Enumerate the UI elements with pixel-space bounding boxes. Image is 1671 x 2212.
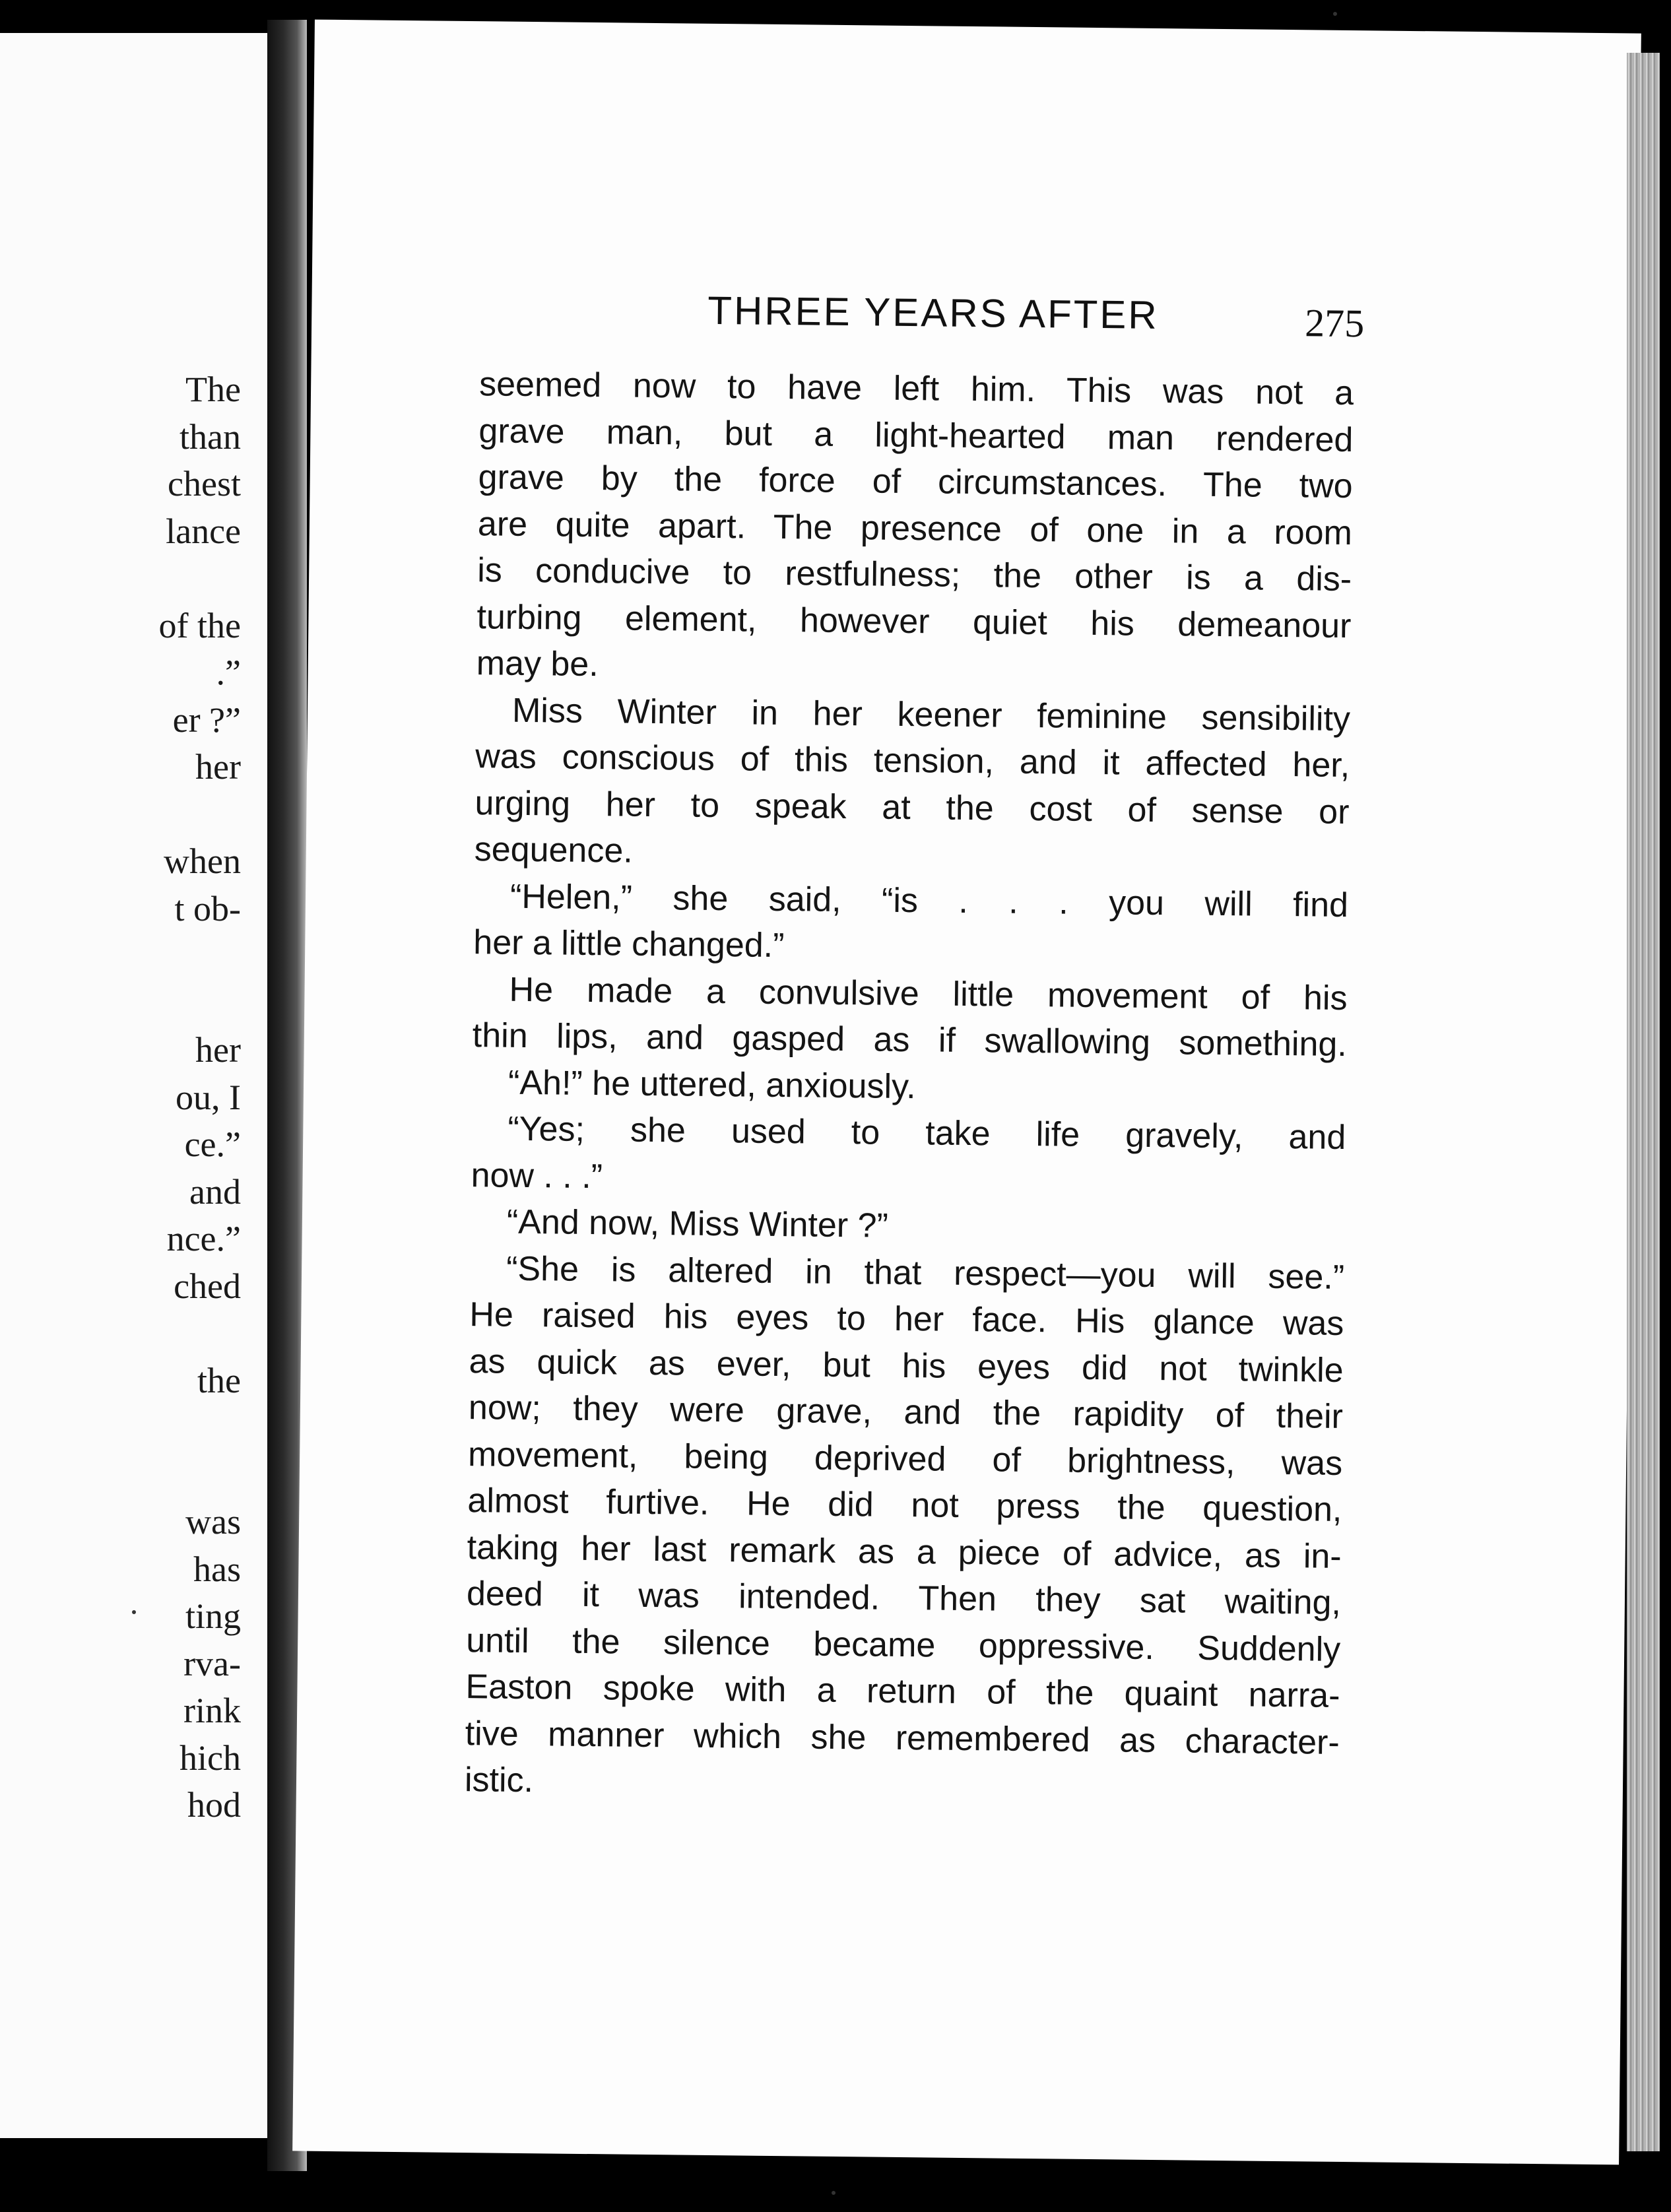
text-line: is conducive to restfulness; the other is a dis- — [476, 551, 1352, 599]
left-page-line: and — [189, 1171, 241, 1212]
right-page — [292, 20, 1641, 2165]
left-page-line: The — [185, 370, 241, 409]
text-line: seemed now to have left him. This was not a — [478, 365, 1354, 413]
text-line: deed it was intended. Then they sat waiting, — [466, 1575, 1342, 1622]
left-page-line: ched — [174, 1266, 241, 1306]
text-line: taking her last remark as a piece of advice, as in- — [467, 1528, 1342, 1576]
page-number: 275 — [1304, 301, 1365, 346]
text-line: “And now, Miss Winter ?” — [506, 1202, 889, 1245]
text-line: almost furtive. He did not press the question, — [467, 1481, 1342, 1529]
left-page-line: hod — [187, 1785, 241, 1825]
left-page-line: er ?” — [172, 699, 241, 740]
body-text — [465, 361, 1354, 1812]
dust-speck — [1333, 12, 1337, 16]
text-line: thin lips, and gasped as if swallowing something. — [472, 1016, 1348, 1064]
text-line: now . . .” — [471, 1155, 603, 1196]
left-page-line: rva- — [183, 1643, 241, 1683]
text-line: are quite apart. The presence of one in a room — [477, 504, 1353, 552]
text-line: until the silence became oppressive. Suddenly — [465, 1621, 1341, 1669]
text-line: as quick as ever, but his eyes did not twinkle — [469, 1342, 1344, 1390]
left-page-line: when — [164, 841, 241, 881]
left-page-line: was — [185, 1502, 241, 1542]
left-page-line: has — [193, 1549, 241, 1589]
text-line: “Ah!” he uttered, anxiously. — [508, 1063, 916, 1106]
text-line: “Yes; she used to take life gravely, and — [508, 1109, 1346, 1157]
left-page-line: than — [180, 416, 241, 457]
text-line: He raised his eyes to her face. His glance was — [469, 1295, 1344, 1344]
text-line: movement, being deprived of brightness, was — [467, 1435, 1343, 1483]
left-page-line: ce.” — [184, 1124, 241, 1164]
text-line: her a little changed.” — [473, 923, 785, 965]
text-line: Miss Winter in her keener feminine sensibility — [511, 691, 1351, 738]
left-page-line: t ob- — [174, 888, 241, 928]
text-line: grave man, but a light-hearted man rendered — [478, 411, 1354, 459]
page-edge — [1627, 53, 1660, 2151]
running-head: THREE YEARS AFTER — [707, 288, 1160, 337]
text-line: urging her to speak at the cost of sense or — [475, 783, 1350, 831]
text-line: was conscious of this tension, and it affected her, — [475, 737, 1350, 785]
left-page-line: chest — [168, 464, 241, 504]
text-line: “Helen,” she said, “is . . . you will find — [509, 877, 1349, 925]
text-line: “She is altered in that respect—you will see.” — [506, 1249, 1345, 1297]
text-line: grave by the force of circumstances. The two — [478, 458, 1353, 506]
left-page-line: her — [195, 747, 241, 787]
left-page-line: the — [197, 1360, 241, 1400]
left-page-line: ting — [185, 1596, 241, 1636]
left-page-line: rink — [183, 1691, 241, 1730]
dust-speck — [832, 2191, 836, 2195]
left-page-line: of the — [158, 605, 241, 645]
left-page-line: lance — [166, 511, 241, 551]
left-page-line: .” — [216, 653, 241, 692]
text-line: He made a convulsive little movement of his — [509, 970, 1348, 1018]
text-line: tive manner which she remembered as character- — [465, 1714, 1340, 1762]
text-line: now; they were grave, and the rapidity of their — [468, 1388, 1344, 1436]
left-page-line: nce.” — [166, 1219, 241, 1258]
left-page — [0, 33, 271, 2138]
text-line: may be. — [476, 644, 599, 684]
text-line: Easton spoke with a return of the quaint narra- — [465, 1668, 1340, 1715]
text-line: istic. — [464, 1761, 534, 1800]
left-page-line: her — [195, 1030, 241, 1070]
dust-speck — [132, 1610, 136, 1614]
left-page-line: hich — [180, 1738, 241, 1778]
left-page-line: ou, I — [176, 1077, 241, 1117]
text-line: turbing element, however quiet his demeanour — [476, 597, 1352, 645]
text-line: sequence. — [474, 830, 634, 870]
